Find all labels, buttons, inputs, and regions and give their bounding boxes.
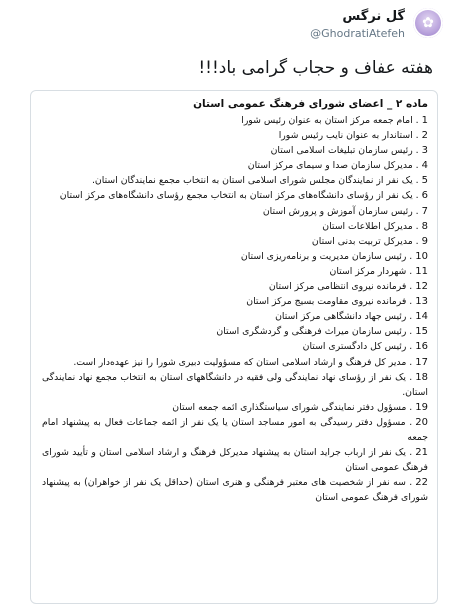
item-number: 19: [415, 401, 428, 413]
avatar-flower-icon: ✿: [422, 15, 434, 31]
item-text: . استاندار به عنوان نایب رئیس شورا: [278, 130, 419, 142]
item-text: . رئیس جهاد دانشگاهی مرکز استان: [275, 311, 413, 323]
item-number: 13: [415, 296, 428, 308]
item-number: 6: [421, 190, 428, 202]
item-text: . شهردار مرکز استان: [329, 265, 413, 277]
tweet-text: هفته عفاف و حجاب گرامی باد!!!: [198, 58, 433, 78]
item-text: . رئیس سازمان تبلیغات اسلامی استان: [270, 145, 419, 157]
avatar[interactable]: [413, 8, 443, 38]
item-text: . یک نفر از ارباب جراید استان به پیشنهاد مدیرکل فرهنگ و ارشاد اسلامی استان و تأیید شورای فرهنگ عمومی استان: [42, 447, 428, 474]
list-item: [42, 324, 428, 339]
item-number: 21: [415, 447, 428, 459]
list-item: [42, 445, 428, 475]
item-text: . امام جمعه مرکز استان به عنوان رئیس شورا: [241, 115, 419, 126]
item-text: . مدیر کل فرهنگ و ارشاد اسلامی استان که مسؤولیت دبیری شورا را نیز عهده‌دار است.: [73, 356, 413, 368]
list-item: [42, 415, 428, 445]
list-item: [42, 294, 428, 309]
list-item: [42, 475, 428, 505]
list-item: [42, 370, 428, 400]
list-item: [42, 204, 428, 219]
item-number: 2: [421, 130, 428, 142]
item-number: 22: [415, 477, 428, 489]
tweet-header: [0, 6, 451, 46]
item-number: 1: [421, 115, 428, 126]
attached-image[interactable]: [30, 90, 438, 604]
item-text: . مدیرکل اطلاعات استان: [322, 220, 419, 232]
list-item: [42, 128, 428, 143]
members-list: [42, 113, 428, 505]
item-text: . رئیس کل دادگستری استان: [302, 341, 413, 353]
document-text: [42, 96, 428, 505]
item-number: 9: [421, 235, 428, 247]
item-text: . یک نفر از رؤسای نهاد نمایندگی ولی فقیه در دانشگاههای استان به انتخاب مجمع نهاد نمایندگی استان.: [42, 371, 428, 398]
user-handle[interactable]: @GhodratiAtefeh: [310, 27, 405, 40]
item-text: . یک نفر از نمایندگان مجلس شورای اسلامی استان به انتخاب مجمع نمایندگان استان.: [91, 175, 419, 187]
item-number: 11: [415, 265, 428, 277]
list-item: [42, 173, 428, 188]
item-number: 7: [421, 205, 428, 217]
list-item: [42, 219, 428, 234]
item-number: 20: [415, 416, 428, 428]
item-text: . فرمانده نیروی مقاومت بسیج مرکز استان: [246, 296, 413, 308]
display-name[interactable]: گل نرگس: [342, 9, 405, 24]
list-item: [42, 113, 428, 128]
item-number: 3: [421, 145, 428, 157]
item-number: 5: [421, 175, 428, 187]
item-number: 10: [415, 250, 428, 262]
item-number: 8: [421, 220, 428, 232]
item-text: . سه نفر از شخصیت های معتبر فرهنگی و هنری استان (حداقل یک نفر از خواهران) به پیشنهاد شورای فرهنگ عمومی استان: [42, 477, 428, 504]
item-number: 18: [415, 371, 428, 383]
item-text: . رئیس سازمان آموزش و پرورش استان: [262, 205, 419, 217]
list-item: [42, 188, 428, 203]
item-text: . رئیس سازمان میراث فرهنگی و گردشگری استان: [216, 326, 413, 338]
item-text: . یک نفر از رؤسای دانشگاه‌های مرکز استان به انتخاب مجمع رؤسای دانشگاه‌های مرکز استان: [59, 190, 419, 202]
list-item: [42, 309, 428, 324]
list-item: [42, 279, 428, 294]
document-title: ماده ۲ _ اعضای شورای فرهنگ عمومی استان: [193, 98, 428, 110]
item-number: 12: [415, 281, 428, 293]
list-item: [42, 143, 428, 158]
list-item: [42, 400, 428, 415]
item-number: 15: [415, 326, 428, 338]
item-text: . مسؤول دفتر نمایندگی شورای سیاستگذاری ائمه جمعه استان: [172, 401, 413, 413]
item-number: 16: [415, 341, 428, 353]
item-number: 17: [415, 356, 428, 368]
item-number: 14: [415, 311, 428, 323]
list-item: [42, 355, 428, 370]
list-item: [42, 158, 428, 173]
item-number: 4: [421, 160, 428, 172]
list-item: [42, 234, 428, 249]
item-text: . مسؤول دفتر رسیدگی به امور مساجد استان یا یک نفر از ائمه جماعات فعال به پیشنهاد امام جمعه: [42, 416, 428, 443]
item-text: . رئیس سازمان مدیریت و برنامه‌ریزی استان: [240, 250, 413, 262]
item-text: . مدیرکل سازمان صدا و سیمای مرکز استان: [247, 160, 419, 172]
list-item: [42, 264, 428, 279]
list-item: [42, 249, 428, 264]
item-text: . فرمانده نیروی انتظامی مرکز استان: [268, 281, 413, 293]
list-item: [42, 339, 428, 354]
item-text: . مدیرکل تربیت بدنی استان: [311, 235, 419, 247]
